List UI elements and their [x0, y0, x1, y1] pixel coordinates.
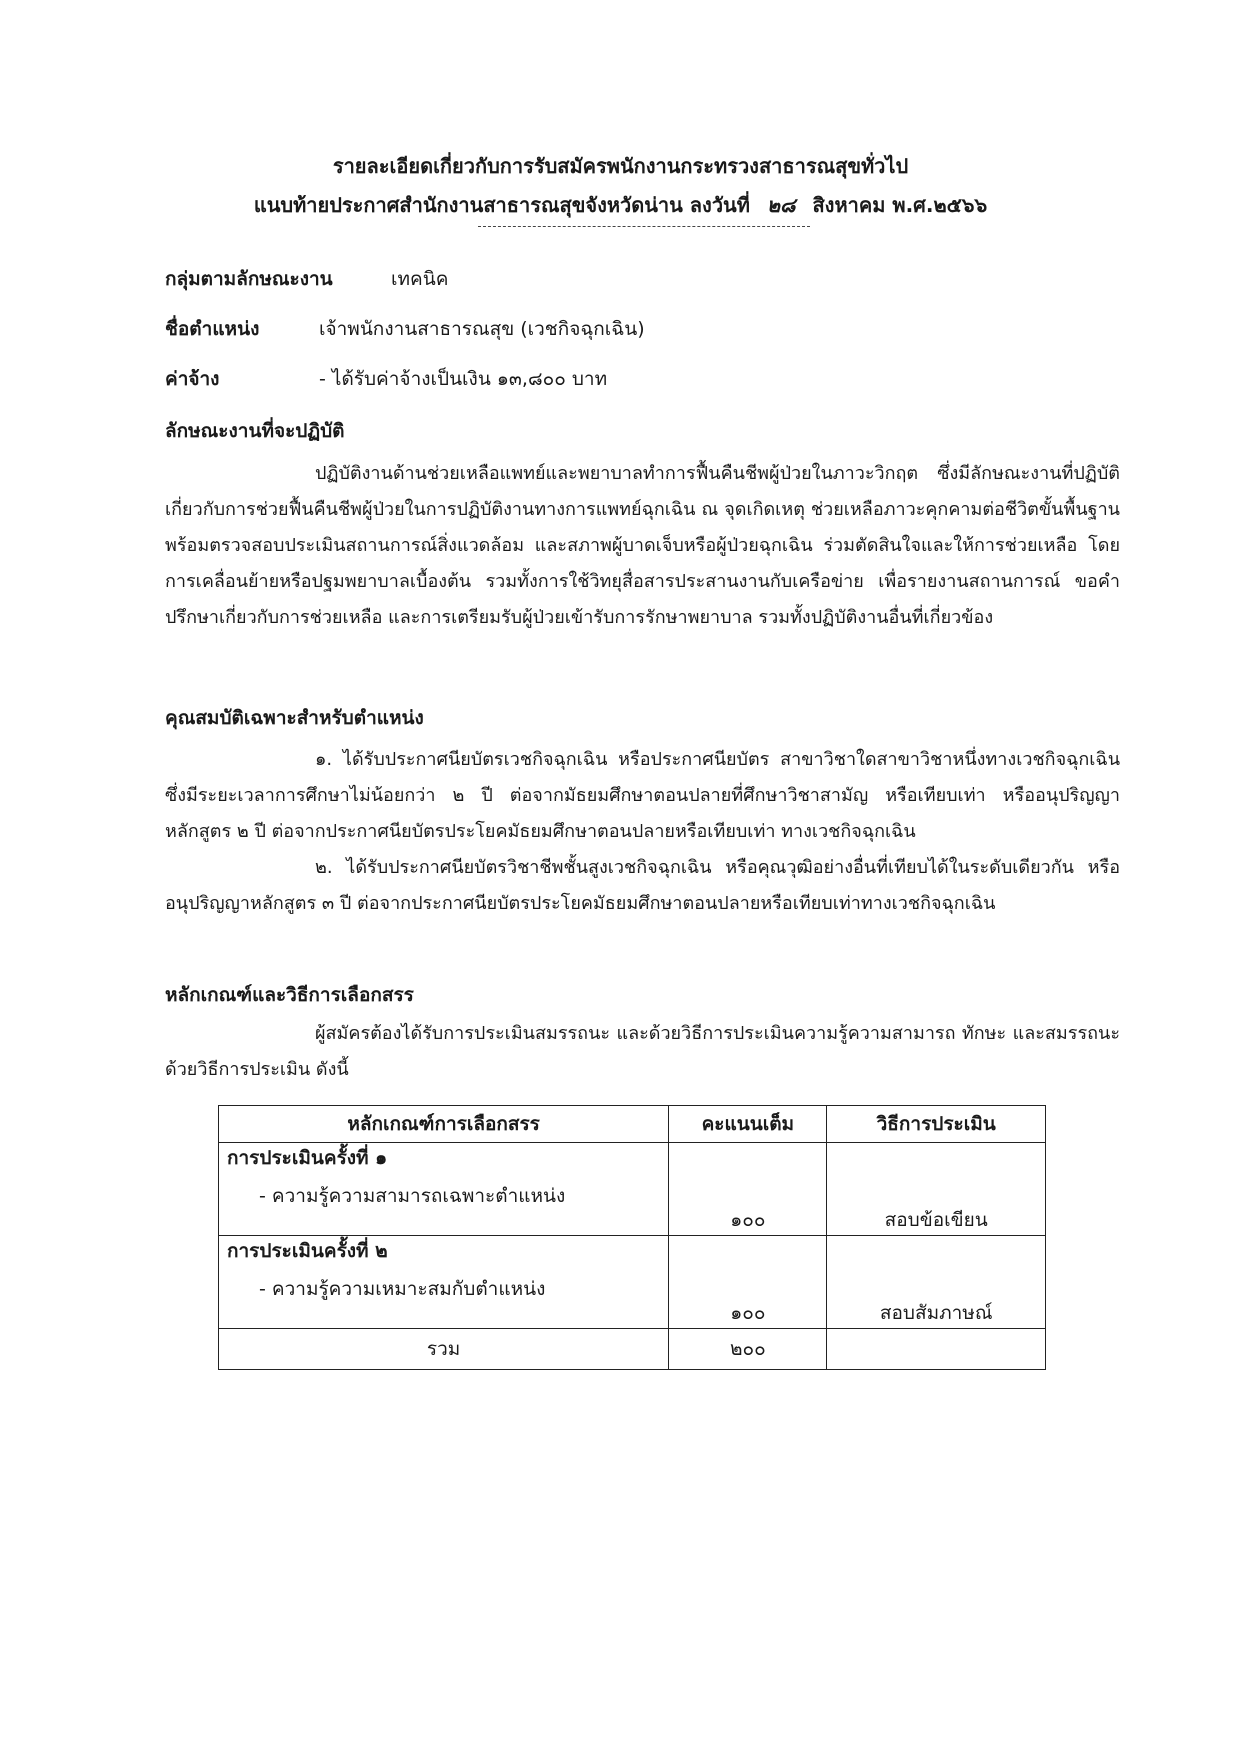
position-value: เจ้าพนักงานสาธารณสุข (เวชกิจฉุกเฉิน): [319, 318, 645, 340]
col-header-method: วิธีการประเมิน: [827, 1106, 1046, 1143]
qualifications-heading: คุณสมบัติเฉพาะสำหรับตำแหน่ง: [165, 707, 424, 729]
job-group-label: กลุ่มตามลักษณะงาน: [165, 268, 333, 290]
round-2-method: สอบสัมภาษณ์: [827, 1236, 1046, 1329]
table-row: [219, 1143, 1046, 1236]
qualification-item-1: ๑. ได้รับประกาศนียบัตรเวชกิจฉุกเฉิน หรือประกาศนียบัตร สาขาวิชาใดสาขาวิชาหนึ่งทางเวชกิจฉุกเฉิน ซึ่งมีระยะเวลาการศึกษาไม่น้อยกว่า ๒ ปี ต่อจากมัธยมศึกษาตอนปลายที่ศึกษาวิชาสามัญ หรือเทียบเท่า หรืออนุปริญญาหลักสูตร ๒ ปี ต่อจากประกาศนียบัตรประโยคมัธยมศึกษาตอนปลายหรือเทียบเท่า ทางเวชกิจฉุกเฉิน: [165, 749, 1120, 842]
duties-heading: ลักษณะงานที่จะปฏิบัติ: [165, 420, 345, 442]
title-divider: [478, 226, 810, 227]
round-1-item: - ความรู้ความสามารถเฉพาะตำแหน่ง: [259, 1185, 566, 1207]
duties-paragraph: ปฏิบัติงานด้านช่วยเหลือแพทย์และพยาบาลทำการฟื้นคืนชีพผู้ป่วยในภาวะวิกฤต ซึ่งมีลักษณะงานที่ปฏิบัติเกี่ยวกับการช่วยฟื้นคืนชีพผู้ป่วยในการปฏิบัติงานทางการแพทย์ฉุกเฉิน ณ จุดเกิดเหตุ ช่วยเหลือภาวะคุกคามต่อชีวิตขั้นพื้นฐาน พร้อมตรวจสอบประเมินสถานการณ์สิ่งแวดล้อม และสภาพผู้บาดเจ็บหรือผู้ป่วยฉุกเฉิน ร่วมตัดสินใจและให้การช่วยเหลือ โดยการเคลื่อนย้ายหรือปฐมพยาบาลเบื้องต้น รวมทั้งการใช้วิทยุสื่อสารประสานงานกับเครือข่าย เพื่อรายงานสถานการณ์ ขอคำปรึกษาเกี่ยวกับการช่วยเหลือ และการเตรียมรับผู้ป่วยเข้ารับการรักษาพยาบาล รวมทั้งปฏิบัติงานอื่นที่เกี่ยวข้อง: [165, 463, 1120, 628]
document-subtitle: [0, 189, 1241, 221]
selection-heading: หลักเกณฑ์และวิธีการเลือกสรร: [165, 984, 414, 1006]
round-1-score: ๑๐๐: [669, 1143, 827, 1236]
table-row: [219, 1236, 1046, 1329]
round-2-item: - ความรู้ความเหมาะสมกับตำแหน่ง: [259, 1278, 546, 1300]
round-2-title: การประเมินครั้งที่ ๒: [227, 1240, 388, 1262]
job-group-row: [165, 264, 448, 294]
col-header-score: คะแนนเต็ม: [669, 1106, 827, 1143]
round-2-cell: [219, 1236, 669, 1329]
total-method: [827, 1329, 1046, 1370]
wage-row: [165, 364, 607, 394]
wage-value: - ได้รับค่าจ้างเป็นเงิน ๑๓,๘๐๐ บาท: [319, 368, 608, 390]
col-header-criteria: หลักเกณฑ์การเลือกสรร: [219, 1106, 669, 1143]
table-total-row: [219, 1329, 1046, 1370]
document-title: รายละเอียดเกี่ยวกับการรับสมัครพนักงานกระทรวงสาธารณสุขทั่วไป: [332, 154, 909, 178]
wage-label: ค่าจ้าง: [165, 368, 220, 390]
table-header-row: [219, 1106, 1046, 1143]
round-1-title: การประเมินครั้งที่ ๑: [227, 1147, 388, 1169]
position-row: [165, 314, 645, 344]
subtitle-handwritten-day: ๒๘: [766, 193, 796, 217]
selection-intro: ผู้สมัครต้องได้รับการประเมินสมรรถนะ และด้วยวิธีการประเมินความรู้ความสามารถ ทักษะ และสมรรถนะ ด้วยวิธีการประเมิน ดังนี้: [165, 1023, 1120, 1080]
subtitle-suffix: สิงหาคม พ.ศ.๒๕๖๖: [812, 193, 988, 217]
total-score: ๒๐๐: [669, 1329, 827, 1370]
position-label: ชื่อตำแหน่ง: [165, 318, 260, 340]
qualification-item-2: ๒. ได้รับประกาศนียบัตรวิชาชีพชั้นสูงเวชกิจฉุกเฉิน หรือคุณวุฒิอย่างอื่นที่เทียบได้ในระดับเดียวกัน หรืออนุปริญญาหลักสูตร ๓ ปี ต่อจากประกาศนียบัตรประโยคมัธยมศึกษาตอนปลายหรือเทียบเท่าทางเวชกิจฉุกเฉิน: [165, 857, 1120, 914]
selection-criteria-table: [218, 1105, 1046, 1370]
subtitle-prefix: แนบท้ายประกาศสำนักงานสาธารณสุขจังหวัดน่าน ลงวันที่: [253, 193, 750, 217]
total-label: รวม: [219, 1329, 669, 1370]
round-1-method: สอบข้อเขียน: [827, 1143, 1046, 1236]
round-2-score: ๑๐๐: [669, 1236, 827, 1329]
round-1-cell: [219, 1143, 669, 1236]
job-group-value: เทคนิค: [391, 268, 449, 290]
